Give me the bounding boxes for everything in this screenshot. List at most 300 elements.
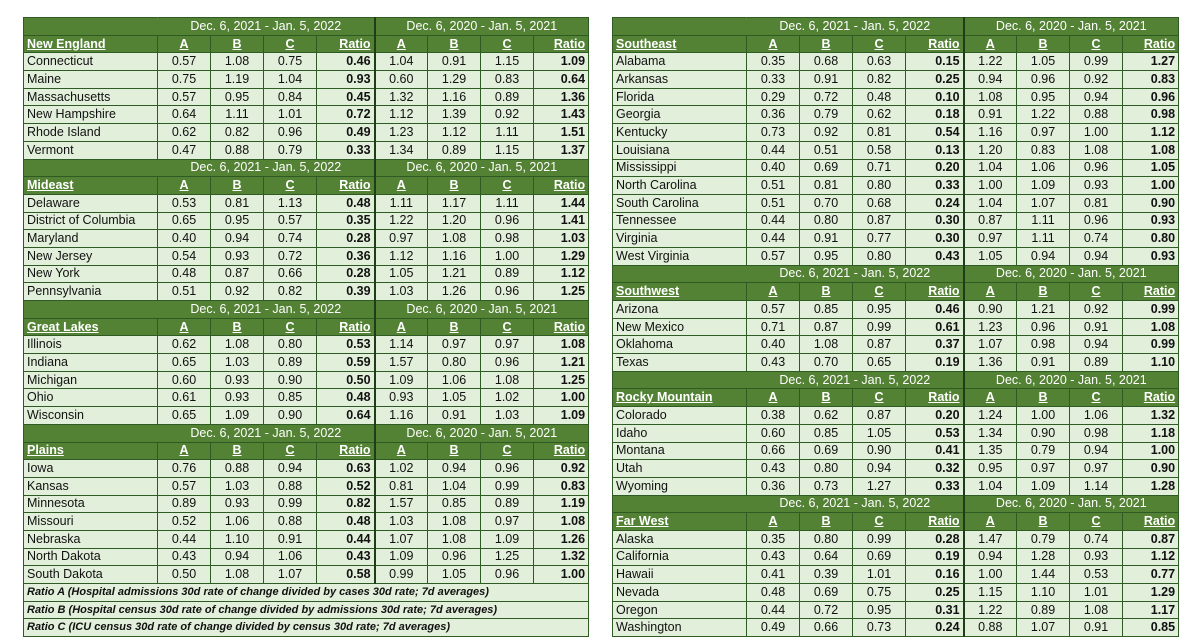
table-row [613,247,1179,265]
value-c-2020: 1.01 [1070,584,1123,602]
value-c-2021: 0.99 [264,495,317,513]
value-b-2020: 1.17 [428,194,481,212]
state-name: Georgia [613,106,747,124]
ratio-2021: 0.20 [906,159,964,177]
value-b-2021: 1.03 [211,477,264,495]
value-c-2020: 0.96 [481,212,534,230]
column-label-a: A [375,177,428,195]
value-b-2021: 0.68 [800,53,853,71]
region-name: Plains [24,442,158,460]
ratio-2020: 1.08 [1123,318,1179,336]
period-header-2020: Dec. 6, 2020 - Jan. 5, 2021 [375,301,589,319]
table-row [613,354,1179,372]
state-name: Florida [613,88,747,106]
ratio-2020: 1.08 [534,513,589,531]
state-name: Idaho [613,424,747,442]
value-a-2020: 1.20 [964,141,1017,159]
period-header-row [24,424,589,442]
value-a-2020: 0.90 [964,301,1017,319]
value-b-2021: 0.95 [800,247,853,265]
ratio-2021: 0.64 [317,407,375,425]
column-label-a: A [158,177,211,195]
value-a-2021: 0.50 [158,566,211,584]
value-a-2021: 0.35 [747,530,800,548]
ratio-2020: 1.00 [1123,177,1179,195]
state-name: West Virginia [613,247,747,265]
ratio-2020: 0.93 [1123,247,1179,265]
value-c-2020: 0.96 [1070,212,1123,230]
value-c-2021: 0.94 [264,460,317,478]
value-b-2021: 1.03 [211,354,264,372]
value-c-2020: 0.53 [1070,566,1123,584]
state-name: South Dakota [24,566,158,584]
state-name: Arizona [613,301,747,319]
value-a-2020: 1.00 [964,177,1017,195]
column-label-c: C [853,35,906,53]
value-b-2020: 1.07 [1017,619,1070,637]
region-header-row [613,35,1179,53]
table-row [24,71,589,89]
table-row [613,106,1179,124]
table-row [613,301,1179,319]
ratio-2020: 1.19 [534,495,589,513]
value-b-2020: 1.21 [428,265,481,283]
value-c-2020: 1.15 [481,141,534,159]
ratio-2021: 0.48 [317,194,375,212]
ratio-2020: 1.27 [1123,53,1179,71]
value-a-2020: 1.03 [375,283,428,301]
column-label-c: C [1070,35,1123,53]
ratio-2021: 0.72 [317,106,375,124]
column-label-ratio: Ratio [906,283,964,301]
period-header-2021: Dec. 6, 2021 - Jan. 5, 2022 [158,159,375,177]
column-label-a: A [375,35,428,53]
ratio-2020: 1.44 [534,194,589,212]
ratio-2020: 1.12 [534,265,589,283]
value-b-2020: 1.16 [428,247,481,265]
value-a-2020: 0.94 [964,548,1017,566]
value-c-2020: 0.88 [1070,106,1123,124]
column-label-c: C [264,35,317,53]
state-name: Minnesota [24,495,158,513]
value-b-2021: 0.73 [800,477,853,495]
table-row [24,548,589,566]
table-row [24,354,589,372]
value-a-2021: 0.51 [747,177,800,195]
value-b-2020: 1.29 [428,71,481,89]
value-b-2020: 0.98 [1017,336,1070,354]
value-b-2021: 0.91 [800,230,853,248]
value-a-2021: 0.57 [158,477,211,495]
table-row [24,566,589,584]
table-row [24,265,589,283]
table-row [613,548,1179,566]
value-b-2021: 0.39 [800,566,853,584]
value-a-2020: 1.34 [375,141,428,159]
value-c-2020: 1.02 [481,389,534,407]
state-name: Colorado [613,407,747,425]
value-b-2021: 0.69 [800,442,853,460]
value-b-2020: 0.97 [1017,460,1070,478]
value-b-2021: 0.69 [800,159,853,177]
table-row [24,283,589,301]
period-header-2021: Dec. 6, 2021 - Jan. 5, 2022 [747,371,964,389]
column-label-b: B [428,35,481,53]
value-a-2020: 0.91 [964,106,1017,124]
value-c-2021: 0.82 [853,71,906,89]
value-b-2020: 1.11 [1017,230,1070,248]
value-b-2021: 0.80 [800,530,853,548]
value-b-2020: 1.09 [1017,477,1070,495]
ratio-2020: 1.00 [1123,442,1179,460]
value-c-2020: 0.94 [1070,247,1123,265]
state-name: Connecticut [24,53,158,71]
value-a-2021: 0.53 [158,194,211,212]
value-c-2021: 0.77 [853,230,906,248]
state-name: Nebraska [24,530,158,548]
value-c-2021: 0.87 [853,212,906,230]
ratio-2021: 0.30 [906,230,964,248]
value-c-2020: 0.98 [481,230,534,248]
column-label-b: B [428,177,481,195]
ratio-2020: 1.05 [1123,159,1179,177]
value-a-2020: 1.12 [375,247,428,265]
ratio-2021: 0.25 [906,584,964,602]
table-row [613,619,1179,637]
table-row [613,177,1179,195]
table-row [24,530,589,548]
column-label-b: B [1017,513,1070,531]
value-c-2021: 1.27 [853,477,906,495]
value-b-2020: 1.28 [1017,548,1070,566]
column-label-a: A [375,318,428,336]
state-name: Tennessee [613,212,747,230]
value-b-2021: 0.95 [211,212,264,230]
footnote-text: Ratio A (Hospital admissions 30d rate of change divided by cases 30d rate; 7d averages) [24,584,589,602]
value-c-2021: 0.80 [853,247,906,265]
ratio-2021: 0.10 [906,88,964,106]
table-row [613,71,1179,89]
value-c-2020: 0.74 [1070,230,1123,248]
column-label-b: B [800,283,853,301]
ratio-2021: 0.61 [906,318,964,336]
state-name: Massachusetts [24,88,158,106]
value-a-2020: 1.23 [375,124,428,142]
ratio-2020: 1.29 [1123,584,1179,602]
value-a-2020: 1.04 [964,477,1017,495]
state-name: Nevada [613,584,747,602]
column-label-b: B [800,513,853,531]
table-row [613,159,1179,177]
table-row [24,407,589,425]
value-c-2021: 0.95 [853,301,906,319]
ratio-2020: 1.17 [1123,601,1179,619]
value-b-2020: 0.95 [1017,88,1070,106]
value-a-2021: 0.65 [158,407,211,425]
value-b-2021: 0.70 [800,194,853,212]
value-a-2021: 0.71 [747,318,800,336]
state-name: Wisconsin [24,407,158,425]
ratio-2020: 0.90 [1123,460,1179,478]
value-a-2021: 0.65 [158,354,211,372]
value-c-2021: 1.01 [264,106,317,124]
value-c-2020: 0.74 [1070,530,1123,548]
value-c-2020: 0.97 [481,336,534,354]
value-a-2021: 0.40 [158,230,211,248]
state-name: Vermont [24,141,158,159]
value-a-2020: 1.07 [964,336,1017,354]
state-name: Utah [613,460,747,478]
value-c-2020: 1.11 [481,194,534,212]
value-b-2021: 0.85 [800,424,853,442]
value-c-2020: 1.00 [481,247,534,265]
value-c-2020: 0.99 [481,477,534,495]
table-row [24,230,589,248]
ratio-2020: 1.32 [534,548,589,566]
ratio-2020: 1.21 [534,354,589,372]
value-b-2021: 0.88 [211,141,264,159]
value-a-2021: 0.62 [158,124,211,142]
ratio-2021: 0.44 [317,530,375,548]
header-blank-cell [613,18,747,36]
state-name: Hawaii [613,566,747,584]
ratio-2020: 1.51 [534,124,589,142]
value-a-2021: 0.38 [747,407,800,425]
value-b-2020: 0.89 [428,141,481,159]
value-b-2021: 0.82 [211,124,264,142]
value-c-2021: 0.48 [853,88,906,106]
state-name: Maine [24,71,158,89]
table-row [24,336,589,354]
value-a-2020: 1.35 [964,442,1017,460]
value-c-2020: 1.00 [1070,124,1123,142]
state-name: Alaska [613,530,747,548]
state-name: New York [24,265,158,283]
value-b-2020: 1.12 [428,124,481,142]
value-a-2021: 0.44 [747,601,800,619]
column-label-b: B [800,35,853,53]
period-header-2020: Dec. 6, 2020 - Jan. 5, 2021 [375,18,589,36]
state-name: Indiana [24,354,158,372]
ratio-2021: 0.48 [317,513,375,531]
value-a-2021: 0.47 [158,141,211,159]
value-b-2020: 0.85 [428,495,481,513]
value-a-2021: 0.40 [747,336,800,354]
value-a-2021: 0.51 [158,283,211,301]
value-b-2020: 0.90 [1017,424,1070,442]
period-header-2020: Dec. 6, 2020 - Jan. 5, 2021 [375,159,589,177]
ratio-2021: 0.46 [906,301,964,319]
value-c-2020: 0.89 [1070,354,1123,372]
ratio-2020: 0.99 [1123,336,1179,354]
ratio-2020: 1.12 [1123,548,1179,566]
value-c-2021: 0.87 [853,336,906,354]
value-b-2021: 0.88 [211,460,264,478]
table-row [613,53,1179,71]
value-c-2021: 0.91 [264,530,317,548]
column-label-b: B [428,318,481,336]
ratio-2021: 0.33 [906,477,964,495]
table-row [24,495,589,513]
column-label-a: A [158,318,211,336]
value-a-2020: 1.14 [375,336,428,354]
ratio-2021: 0.49 [317,124,375,142]
ratio-2020: 1.28 [1123,477,1179,495]
value-a-2020: 1.15 [964,584,1017,602]
value-a-2020: 1.09 [375,548,428,566]
value-a-2021: 0.43 [158,548,211,566]
table-row [24,212,589,230]
value-b-2021: 0.95 [211,88,264,106]
column-label-c: C [481,177,534,195]
column-label-ratio: Ratio [1123,35,1179,53]
value-b-2020: 1.22 [1017,106,1070,124]
value-b-2020: 1.44 [1017,566,1070,584]
ratio-2021: 0.28 [906,530,964,548]
value-c-2021: 0.80 [853,177,906,195]
value-c-2020: 0.96 [481,460,534,478]
ratio-2020: 1.00 [534,389,589,407]
value-c-2021: 1.13 [264,194,317,212]
value-c-2020: 0.91 [1070,619,1123,637]
state-name: California [613,548,747,566]
state-name: Oklahoma [613,336,747,354]
value-b-2020: 0.79 [1017,442,1070,460]
ratio-2020: 1.10 [1123,354,1179,372]
value-a-2021: 0.65 [158,212,211,230]
column-label-c: C [264,177,317,195]
value-a-2020: 1.05 [964,247,1017,265]
column-label-ratio: Ratio [534,35,589,53]
value-a-2020: 1.34 [964,424,1017,442]
value-c-2021: 0.62 [853,106,906,124]
value-c-2021: 0.79 [264,141,317,159]
ratio-2021: 0.53 [906,424,964,442]
value-a-2020: 0.93 [375,389,428,407]
value-a-2020: 1.22 [964,53,1017,71]
value-a-2020: 1.11 [375,194,428,212]
value-b-2021: 0.72 [800,88,853,106]
ratio-2020: 1.09 [534,53,589,71]
ratio-2020: 1.08 [534,336,589,354]
state-name: Kansas [24,477,158,495]
value-a-2021: 0.43 [747,460,800,478]
value-a-2021: 0.60 [747,424,800,442]
value-b-2021: 1.09 [211,407,264,425]
table-row [613,477,1179,495]
value-c-2020: 1.08 [1070,601,1123,619]
column-label-ratio: Ratio [317,177,375,195]
period-header-2021: Dec. 6, 2021 - Jan. 5, 2022 [747,18,964,36]
value-a-2020: 0.97 [375,230,428,248]
value-a-2020: 1.57 [375,354,428,372]
value-b-2020: 0.97 [428,336,481,354]
column-label-c: C [853,389,906,407]
value-c-2021: 0.88 [264,513,317,531]
value-c-2020: 0.83 [481,71,534,89]
ratio-2020: 1.26 [534,530,589,548]
value-b-2020: 1.09 [1017,177,1070,195]
value-a-2020: 1.16 [375,407,428,425]
ratio-2021: 0.19 [906,548,964,566]
value-a-2021: 0.29 [747,88,800,106]
value-b-2021: 1.08 [800,336,853,354]
column-label-c: C [264,318,317,336]
ratio-2021: 0.53 [317,336,375,354]
ratio-2020: 1.37 [534,141,589,159]
ratio-2021: 0.32 [906,460,964,478]
ratio-2021: 0.18 [906,106,964,124]
column-label-c: C [481,318,534,336]
value-c-2020: 0.89 [481,265,534,283]
value-c-2021: 0.81 [853,124,906,142]
value-c-2021: 1.05 [853,424,906,442]
column-label-b: B [1017,35,1070,53]
table-row [613,194,1179,212]
value-c-2020: 0.92 [1070,71,1123,89]
column-label-ratio: Ratio [1123,283,1179,301]
column-label-ratio: Ratio [906,389,964,407]
ratio-2021: 0.30 [906,212,964,230]
value-c-2021: 1.04 [264,71,317,89]
value-c-2021: 0.85 [264,389,317,407]
region-name: Great Lakes [24,318,158,336]
period-header-2021: Dec. 6, 2021 - Jan. 5, 2022 [158,424,375,442]
ratio-2020: 0.93 [1123,212,1179,230]
value-b-2020: 1.06 [1017,159,1070,177]
table-row [613,424,1179,442]
column-label-c: C [481,442,534,460]
value-a-2020: 0.60 [375,71,428,89]
value-b-2020: 1.04 [428,477,481,495]
value-b-2021: 0.80 [800,212,853,230]
value-b-2021: 0.66 [800,619,853,637]
value-a-2021: 0.51 [747,194,800,212]
value-b-2020: 1.11 [1017,212,1070,230]
value-a-2021: 0.57 [747,247,800,265]
state-name: Rhode Island [24,124,158,142]
state-name: Missouri [24,513,158,531]
value-b-2021: 1.10 [211,530,264,548]
value-c-2020: 0.97 [481,513,534,531]
value-c-2021: 0.75 [264,53,317,71]
ratio-2020: 0.83 [534,477,589,495]
column-label-ratio: Ratio [534,177,589,195]
value-b-2021: 0.79 [800,106,853,124]
ratio-2020: 0.90 [1123,194,1179,212]
value-b-2021: 1.11 [211,106,264,124]
column-label-ratio: Ratio [534,442,589,460]
value-c-2021: 0.89 [264,354,317,372]
value-c-2020: 0.94 [1070,88,1123,106]
value-c-2021: 0.71 [853,159,906,177]
value-c-2021: 0.72 [264,247,317,265]
column-label-a: A [747,283,800,301]
value-a-2021: 0.33 [747,71,800,89]
value-b-2020: 1.10 [1017,584,1070,602]
ratio-2020: 0.96 [1123,88,1179,106]
state-name: District of Columbia [24,212,158,230]
value-c-2020: 0.81 [1070,194,1123,212]
value-b-2021: 1.19 [211,71,264,89]
ratio-2021: 0.33 [317,141,375,159]
footnote-row [24,601,589,619]
value-c-2021: 0.65 [853,354,906,372]
value-b-2020: 1.26 [428,283,481,301]
value-a-2020: 1.08 [964,88,1017,106]
header-blank-cell [613,495,747,513]
ratio-2021: 0.45 [317,88,375,106]
